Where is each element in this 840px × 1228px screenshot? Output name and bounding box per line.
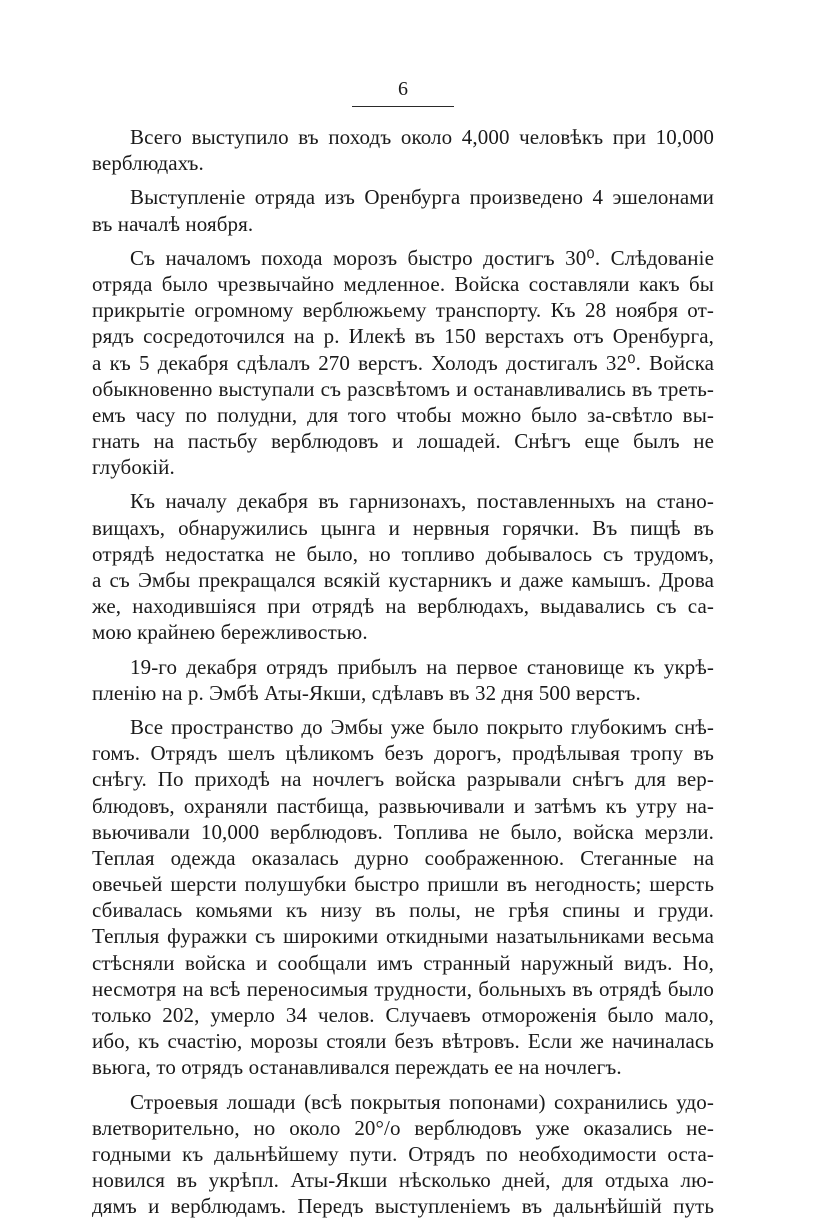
text-line: сбивалась комьями къ низу въ полы, не грѣя спины и груди. <box>92 898 714 923</box>
text-line: а къ 5 декабря сдѣлалъ 270 верстъ. Холодъ достигалъ 32⁰. Войска <box>92 350 714 375</box>
paragraph <box>92 488 714 645</box>
text-line: верблюдахъ. <box>92 151 204 176</box>
text-line: новился въ укрѣпл. Аты-Якши нѣсколько дней, для отдыха лю- <box>92 1168 714 1193</box>
text-line: 19-го декабря отрядъ прибылъ на первое становище къ укрѣ- <box>130 654 714 679</box>
text-line: ибо, къ счастію, морозы стояли безъ вѣтровъ. Если же начиналась <box>92 1029 714 1054</box>
paragraph <box>92 714 714 1081</box>
text-line: глубокій. <box>92 455 175 480</box>
text-line: Теплая одежда оказалась дурно соображенною. Стеганные на <box>92 845 714 870</box>
text-line: емъ часу по полудни, для того чтобы можно было за-свѣтло вы- <box>92 402 714 427</box>
body-text <box>92 124 714 1228</box>
text-line: же, находившіяся при отрядѣ на верблюдахъ, выдавались съ са- <box>92 594 714 619</box>
text-line: Къ началу декабря въ гарнизонахъ, поставленныхъ на стано- <box>130 489 714 514</box>
text-line: только 202, умерло 34 челов. Случаевъ отмороженія было мало, <box>92 1003 714 1027</box>
text-line: отряда было чрезвычайно медленное. Войска составляли какъ бы <box>92 271 714 296</box>
page-number: 6 <box>398 78 408 100</box>
text-line: вищахъ, обнаружились цынга и нервныя горячки. Въ пищѣ въ <box>92 515 714 540</box>
header-rule <box>352 106 454 107</box>
page-header <box>352 78 454 107</box>
paragraph <box>92 1089 714 1220</box>
text-line: гнать на пастьбу верблюдовъ и лошадей. Снѣгъ еще былъ не <box>92 429 714 454</box>
text-line: Теплыя фуражки съ широкими откидными назатыльниками весьма <box>92 924 714 949</box>
text-line: стѣсняли войска и сообщали имъ странный наружный видъ. Но, <box>92 950 714 975</box>
paragraph <box>92 245 714 481</box>
text-line: несмотря на всѣ переносимыя трудности, больныхъ въ отрядѣ было <box>92 976 714 1001</box>
text-line: обыкновенно выступали съ разсвѣтомъ и останавливались въ треть- <box>92 376 714 401</box>
text-line: гомъ. Отрядъ шелъ цѣликомъ безъ дорогъ, продѣлывая тропу въ <box>92 741 714 766</box>
text-line: пленію на р. Эмбѣ Аты-Якши, сдѣлавъ въ 32 дня 500 верстъ. <box>92 680 641 705</box>
text-line: Выступленіе отряда изъ Оренбурга произведено 4 эшелонами <box>130 185 714 210</box>
text-line: снѣгу. По приходѣ на ночлегъ войска разрывали снѣгъ для вер- <box>92 767 714 792</box>
paragraph <box>92 654 714 706</box>
text-line: въ началѣ ноября. <box>92 211 254 236</box>
text-line: а съ Эмбы прекращался всякій кустарникъ и даже камышъ. Дрова <box>92 568 714 592</box>
text-line: вьючивали 10,000 верблюдовъ. Топлива не было, войска мерзли. <box>92 819 714 844</box>
text-line: Строевыя лошади (всѣ покрытыя попонами) сохранились удо- <box>130 1089 714 1114</box>
text-line: отрядѣ недостатка не было, но топливо добывалось съ трудомъ, <box>92 541 714 566</box>
text-line: мою крайнею бережливостью. <box>92 620 368 645</box>
text-line: прикрытіе огромному верблюжьему транспорту. Къ 28 ноября от- <box>92 298 714 323</box>
text-line: дямъ и верблюдамъ. Передъ выступленіемъ въ дальнѣйшій путь <box>92 1194 714 1219</box>
text-line: рядъ сосредоточился на р. Илекѣ въ 150 верстахъ отъ Оренбурга, <box>92 324 714 349</box>
text-line: овечьей шерсти полушубки быстро пришли въ негодность; шерсть <box>92 872 714 897</box>
text-line: годными къ дальнѣйшему пути. Отрядъ по необходимости оста- <box>92 1141 714 1166</box>
text-line: влетворительно, но около 20°/о верблюдовъ уже оказались не- <box>92 1115 714 1140</box>
text-line: Всего выступило въ походъ около 4,000 человѣкъ при 10,000 <box>130 125 714 149</box>
text-line: Все пространство до Эмбы уже было покрыто глубокимъ снѣ- <box>130 714 714 739</box>
paragraph <box>92 184 714 236</box>
text-line: Съ началомъ похода морозъ быстро достигъ 30⁰. Слѣдованіе <box>130 245 714 270</box>
text-line: блюдовъ, охраняли пастбища, развьючивали и затѣмъ къ утру на- <box>92 793 714 818</box>
paragraph <box>92 124 714 176</box>
text-line: вьюга, то отрядъ останавливался переждать ее на ночлегъ. <box>92 1055 622 1080</box>
